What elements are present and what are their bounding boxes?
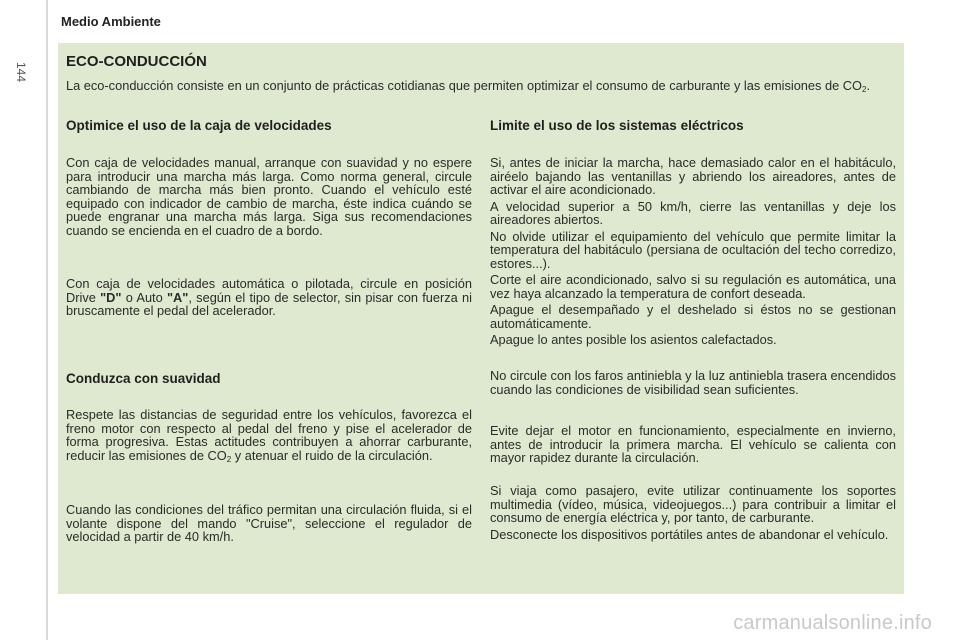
right-paragraph-5: Apague el desempañado y el deshelado si éstos no se gestionan automáticamente. — [490, 302, 896, 331]
right-paragraph-1: Si, antes de iniciar la marcha, hace demasiado calor en el habitáculo, airéelo bajando las ventanillas y abriendo los aireadores, antes de activar el aire acondicionado. — [490, 155, 896, 197]
right-paragraph-9: Si viaja como pasajero, evite utilizar continuamente los soportes multimedia (vídeo, música, videojuegos...) para contribuir a limitar el consumo de energía eléctrica y, por tanto, de carburante. — [490, 483, 896, 525]
safety-distance-text: Respete las distancias de seguridad entre los vehículos, favorezca el freno motor con respecto al pedal del freno y pise el acelerador de forma progresiva. Estas actitudes contribuyen a ahorrar carburante, reducir las emisiones de $CO_2$ y atenuar el ruido de la circulación. — [66, 407, 472, 464]
gearbox-manual-text: Con caja de velocidades manual, arranque con suavidad y no espere para introducir una marcha más larga. Como norma general, circule cambiando de marcha más bien pronto. Cuando el vehículo esté equipado con indicador de cambio de marcha, éste indica cuándo se puede engranar una marcha más larga. Siga sus recomendaciones cuando se encienda en el cuadro de a bordo. — [66, 155, 472, 238]
right-paragraph-2: A velocidad superior a 50 km/h, cierre las ventanillas y deje los aireadores abiertos. — [490, 198, 896, 227]
section-title: Medio Ambiente — [61, 14, 161, 29]
right-paragraph-3: No olvide utilizar el equipamiento del vehículo que permite limitar la temperatura del habitáculo (persiana de ocultación del techo corredizo, estores...). — [490, 228, 896, 271]
watermark: carmanualsonline.info — [733, 612, 932, 634]
left-paragraph-1 — [66, 156, 472, 237]
heading-gearbox: Optimice el uso de la caja de velocidades — [66, 118, 332, 133]
page-title: ECO-CONDUCCIÓN — [66, 53, 207, 70]
right-block-4 — [490, 484, 896, 544]
left-paragraph-3 — [66, 408, 472, 462]
right-block-1 — [490, 156, 896, 350]
left-paragraph-2 — [66, 277, 472, 318]
right-paragraph-4: Corte el aire acondicionado, salvo si su regulación es automática, una vez haya alcanzado la temperatura de confort deseada. — [490, 272, 896, 301]
heading-smooth-driving: Conduzca con suavidad — [66, 371, 221, 386]
right-paragraph-6: Apague lo antes posible los asientos calefactados. — [490, 332, 777, 347]
intro-paragraph: La eco-conducción consiste en un conjunto de prácticas cotidianas que permiten optimizar el consumo de carburante y las emisiones de $CO_2$. — [66, 78, 870, 94]
page-number: 144 — [14, 62, 28, 83]
cruise-control-text: Cuando las condiciones del tráfico permitan una circulación fluida, si el volante dispone del mando "Cruise", seleccione el regulador de velocidad a partir de 40 km/h. — [66, 502, 472, 544]
right-block-3 — [490, 424, 896, 465]
gearbox-auto-text: Con caja de velocidades automática o pilotada, circule en posición Drive "D" o Auto "A", según el tipo de selector, sin pisar con fuerza ni bruscamente el pedal del acelerador. — [66, 276, 472, 318]
right-block-2 — [490, 369, 896, 396]
heading-electrical-systems: Limite el uso de los sistemas eléctricos — [490, 118, 744, 133]
left-paragraph-4 — [66, 503, 472, 544]
right-paragraph-10: Desconecte los dispositivos portátiles antes de abandonar el vehículo. — [490, 526, 889, 542]
right-paragraph-7: No circule con los faros antiniebla y la luz antiniebla trasera encendidos cuando las condiciones de visibilidad sean suficientes. — [490, 368, 896, 397]
right-paragraph-8: Evite dejar el motor en funcionamiento, especialmente en invierno, antes de introducir la primera marcha. El vehículo se calienta con mayor rapidez durante la circulación. — [490, 423, 896, 465]
margin-divider — [46, 0, 48, 640]
